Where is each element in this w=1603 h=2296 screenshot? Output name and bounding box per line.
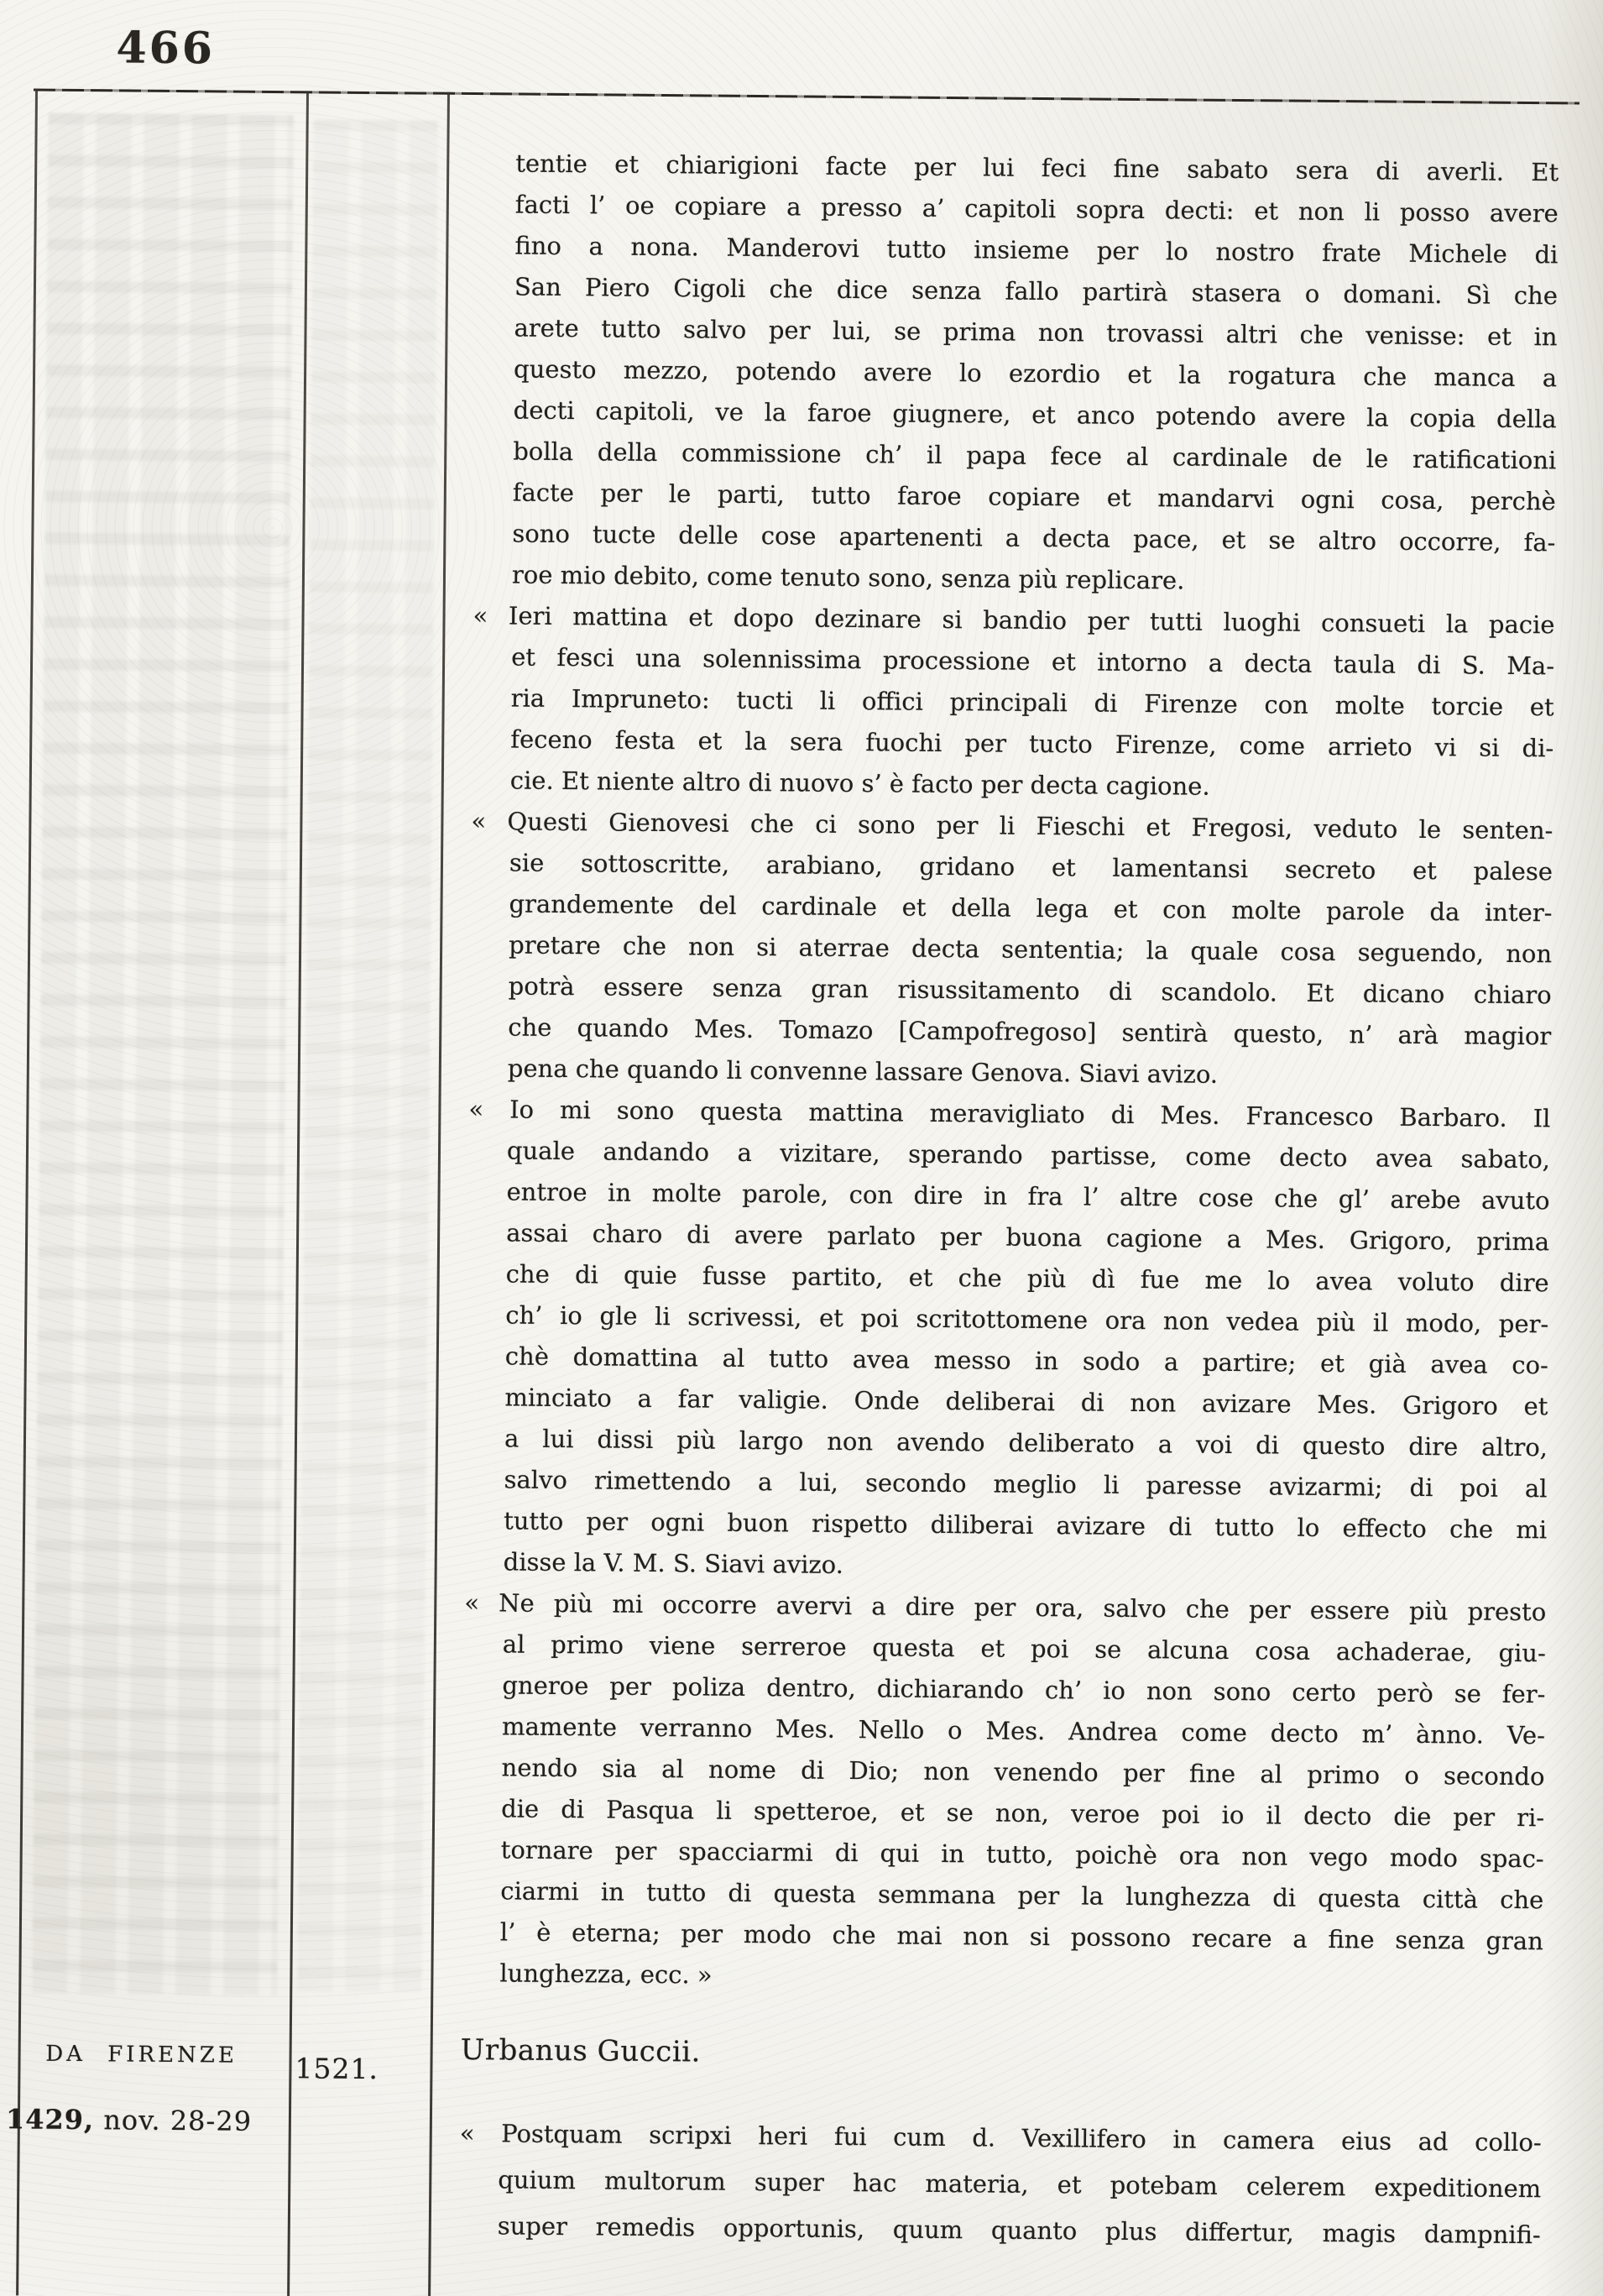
- text-line: die di Pasqua li spetteroe, et se non, veroe poi io il decto die per ri-: [501, 1794, 1545, 1833]
- text-line: « Ieri mattina et dopo dezinare si bandio per tutti luoghi consueti la pacie: [473, 601, 1555, 640]
- text-line: grandemente del cardinale et della lega et con molte parole da inter-: [509, 889, 1553, 928]
- text-line: « Io mi sono questa mattina meravigliato di Mes. Francesco Barbaro. Il: [468, 1095, 1551, 1133]
- margin-date-label: [6, 2103, 252, 2137]
- text-line: a lui dissi più largo non avendo deliberato a voi di questo dire altro,: [504, 1424, 1548, 1462]
- text-line: quale andando a vizitare, sperando partisse, come decto avea sabato,: [506, 1136, 1551, 1174]
- text-line: chè domattina al tutto avea messo in sodo a partire; et già avea co-: [504, 1342, 1548, 1380]
- text-line: sono tucte delle cose apartenenti a decta pace, et se altro occorre, fa-: [512, 519, 1556, 557]
- text-line: « Questi Gienovesi che ci sono per li Fieschi et Fregosi, veduto le senten-: [471, 807, 1553, 845]
- text-line: lunghezza, ecc. »: [499, 1959, 713, 1990]
- text-line: pretare che non si aterrae decta sententia; la quale cosa seguendo, non: [509, 930, 1553, 969]
- text-line: ria Impruneto: tucti li offici principali di Firenze con molte torcie et: [510, 683, 1554, 722]
- text-line: gneroe per poliza dentro, dichiarando ch’ io non sono certo però se fer-: [502, 1671, 1546, 1709]
- text-line: quium multorum super hac materia, et potebam celerem expeditionem: [498, 2165, 1542, 2204]
- text-line: assai charo di avere parlato per buona cagione a Mes. Grigoro, prima: [506, 1218, 1550, 1257]
- text-line: nendo sia al nome di Dio; non venendo per fine al primo o secondo: [501, 1753, 1545, 1791]
- entry-number: 1521.: [295, 2052, 379, 2086]
- text-line: facte per le parti, tutto faroe copiare et mandarvi ogni cosa, perchè: [512, 478, 1556, 516]
- letter-text-continuation: [464, 143, 1559, 2003]
- table-top-rule: [34, 88, 1580, 104]
- letter-text-1521: [459, 2110, 1542, 2258]
- text-line: disse la V. M. S. Siavi avizo.: [503, 1547, 844, 1579]
- page-number: 466: [116, 22, 216, 75]
- text-line: questo mezzo, potendo avere lo ezordio et la rogatura che manca a: [513, 354, 1558, 393]
- text-line: roe mio debito, come tenuto sono, senza più replicare.: [511, 560, 1185, 595]
- text-line: « Postquam scripxi heri fui cum d. Vexillifero in camera eius ad collo-: [459, 2119, 1542, 2157]
- text-line: minciato a far valigie. Onde deliberai di non avizare Mes. Grigoro et: [504, 1383, 1548, 1421]
- text-line: sie sottoscritte, arabiano, gridano et lamentansi secreto et palese: [509, 848, 1553, 886]
- text-line: bolla della commissione ch’ il papa fece al cardinale de le ratificationi: [513, 437, 1557, 475]
- bleedthrough-middle-column: [297, 119, 437, 1992]
- text-line: ch’ io gle li scrivessi, et poi scritottomene ora non vedea più il modo, per-: [505, 1300, 1549, 1339]
- text-line: al primo viene serreroe questa et poi se alcuna cosa achaderae, giu-: [502, 1629, 1546, 1668]
- text-line: ciarmi in tutto di questa semmana per la lunghezza di questa città che: [500, 1876, 1544, 1915]
- text-line: entroe in molte parole, con dire in fra l’ altre cose che gl’ arebe avuto: [506, 1177, 1550, 1216]
- margin-date-year: 1429,: [5, 2103, 95, 2136]
- bleedthrough-left-column: [32, 113, 294, 1995]
- text-line: feceno festa et la sera fuochi per tucto Firenze, come arrieto vi si di-: [510, 724, 1554, 763]
- text-line: decti capitoli, ve la faroe giugnere, et anco potendo avere la copia della: [513, 395, 1557, 434]
- text-line: potrà essere senza gran risussitamento di scandolo. Et dicano chiaro: [508, 971, 1552, 1010]
- text-line: tutto per ogni buon rispetto diliberai avizare di tutto lo effecto che mi: [504, 1506, 1548, 1545]
- entry-heading: Urbanus Guccii.: [460, 2033, 702, 2069]
- text-line: mamente verranno Mes. Nello o Mes. Andrea come decto m’ ànno. Ve-: [501, 1712, 1546, 1750]
- text-line: tentie et chiarigioni facte per lui feci fine sabato sera di averli. Et: [515, 149, 1559, 187]
- text-line: che quando Mes. Tomazo [Campofregoso] sentirà questo, n’ arà magior: [508, 1012, 1552, 1051]
- text-line: super remedis opportunis, quum quanto plus differtur, magis dampnifi-: [497, 2211, 1541, 2250]
- text-line: San Piero Cigoli che dice senza fallo partirà stasera o domani. Sì che: [514, 272, 1559, 311]
- text-line: pena che quando li convenne lassare Genova. Siavi avizo.: [507, 1054, 1219, 1089]
- margin-origin-label: DA FIRENZE: [45, 2041, 238, 2068]
- text-line: arete tutto salvo per lui, se prima non trovassi altri che venisse: et in: [514, 313, 1558, 352]
- text-line: fino a nona. Manderovi tutto insieme per lo nostro frate Michele di: [514, 231, 1559, 269]
- text-line: et fesci una solennissima processione et intorno a decta taula di S. Ma-: [511, 642, 1555, 681]
- text-line: « Ne più mi occorre avervi a dire per ora, salvo che per essere più presto: [464, 1588, 1547, 1627]
- text-line: salvo rimettendo a lui, secondo meglio li paresse avizarmi; di poi al: [504, 1465, 1548, 1504]
- text-line: tornare per spacciarmi di qui in tutto, poichè ora non vego modo spac-: [500, 1835, 1544, 1874]
- text-line: facti l’ oe copiare a presso a’ capitoli sopra decti: et non li posso avere: [514, 190, 1559, 228]
- text-line: che di quie fusse partito, et che più dì fue me lo avea voluto dire: [505, 1259, 1549, 1298]
- text-line: l’ è eterna; per modo che mai non si possono recare a fine senza gran: [499, 1917, 1543, 1956]
- margin-date-rest: nov. 28-29: [103, 2104, 253, 2137]
- text-line: cie. Et niente altro di nuovo s’ è facto per decta cagione.: [509, 766, 1210, 801]
